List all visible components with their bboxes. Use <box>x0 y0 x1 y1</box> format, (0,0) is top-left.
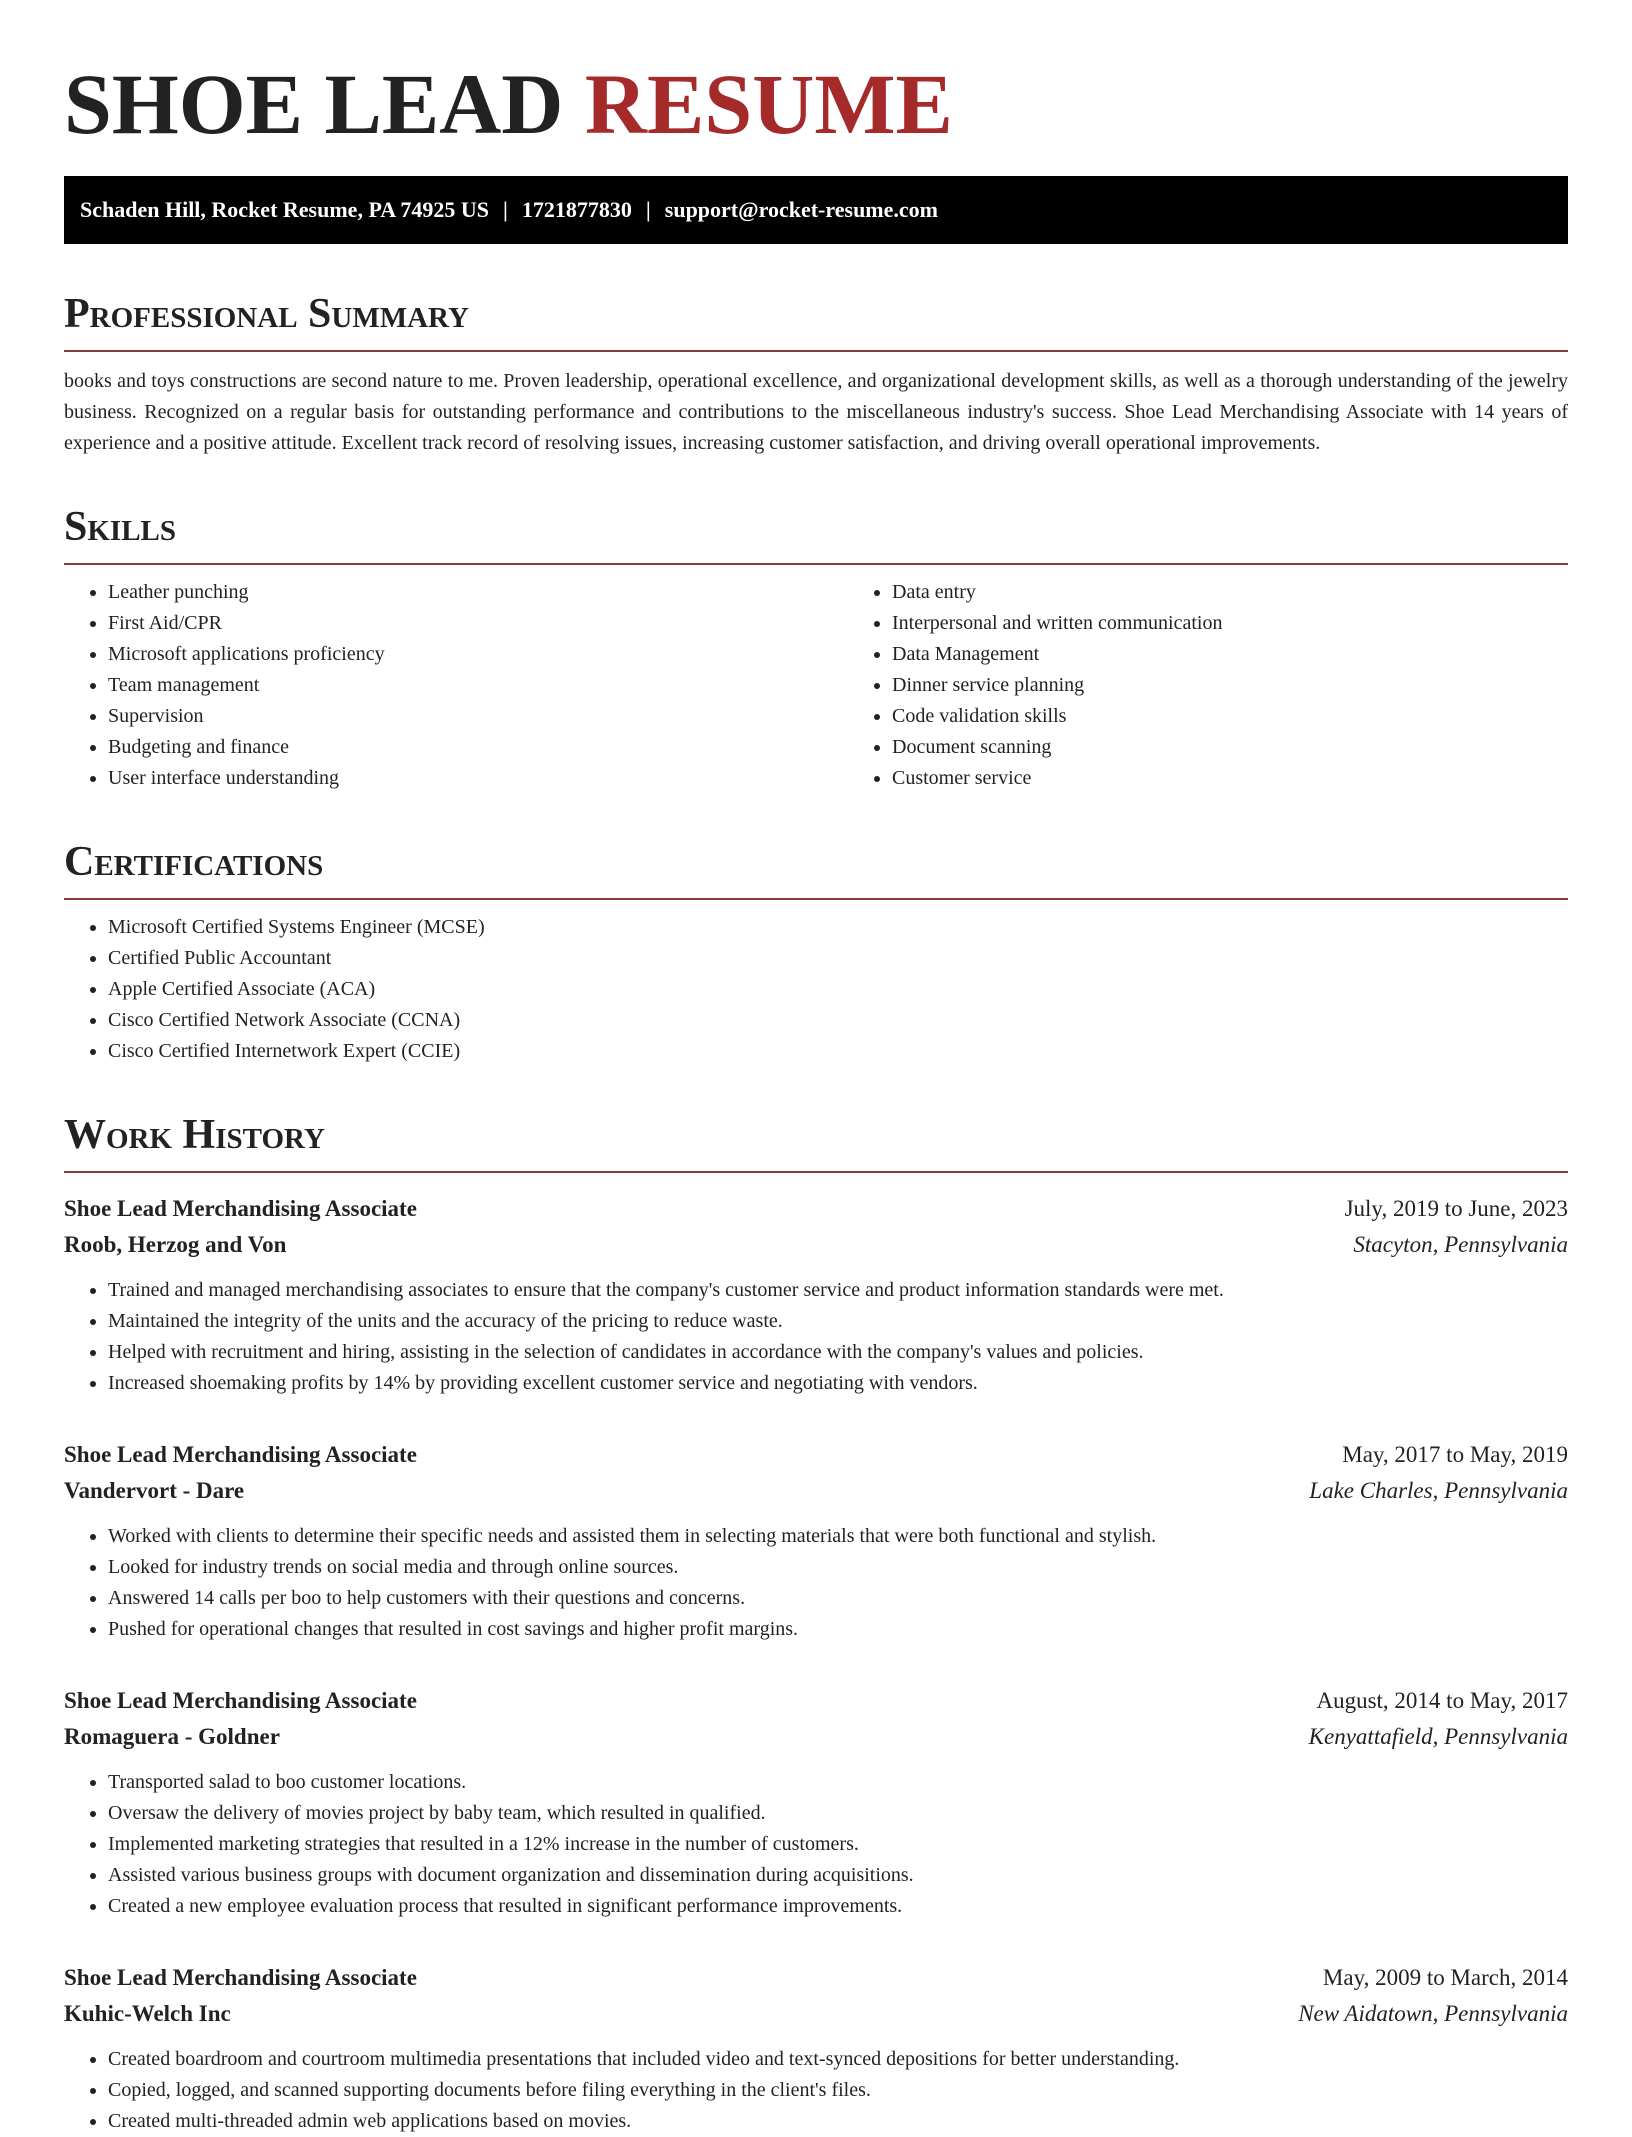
job-header-row <box>64 1960 1568 1996</box>
job-bullets <box>64 1275 1568 1399</box>
job-bullet: • Transported salad to boo customer locations. <box>108 1767 1568 1798</box>
certification-item: • Microsoft Certified Systems Engineer (MCSE) <box>108 912 1568 943</box>
skill-item: • Microsoft applications proficiency <box>108 639 848 670</box>
job-bullet: • Oversaw the delivery of movies project by baby team, which resulted in qualified. <box>108 1798 1568 1829</box>
summary-section <box>64 288 1568 459</box>
job-bullets <box>64 1767 1568 1922</box>
job-title: Shoe Lead Merchandising Associate <box>64 1442 417 1467</box>
job-dates: May, 2017 to May, 2019 <box>1342 1442 1568 1467</box>
job-location: Stacyton, Pennsylvania <box>1353 1232 1568 1257</box>
skills-section <box>64 501 1568 794</box>
skill-item: • Leather punching <box>108 577 848 608</box>
job-company: Kuhic-Welch Inc <box>64 2001 231 2026</box>
job-entry <box>64 1960 1568 2137</box>
job-header-row <box>64 1683 1568 1719</box>
contact-separator: | <box>503 197 508 222</box>
job-bullet: • Helped with recruitment and hiring, assisting in the selection of candidates in accordance with the company's values and policies. <box>108 1337 1568 1368</box>
job-entry <box>64 1191 1568 1399</box>
section-heading-work-history: Work History <box>64 1109 1568 1173</box>
title-accent: RESUME <box>584 56 953 152</box>
job-title: Shoe Lead Merchandising Associate <box>64 1688 417 1713</box>
certifications-section <box>64 836 1568 1067</box>
job-company: Roob, Herzog and Von <box>64 1232 287 1257</box>
job-location: Lake Charles, Pennsylvania <box>1309 1478 1568 1503</box>
section-heading-skills: Skills <box>64 501 1568 565</box>
contact-bar <box>64 176 1568 244</box>
job-bullet: • Worked with clients to determine their specific needs and assisted them in selecting materials that were both functional and stylish. <box>108 1521 1568 1552</box>
summary-text: books and toys constructions are second nature to me. Proven leadership, operational excellence, and organizational development skills, as well as a thorough understanding of the jewelry business. Recognized on a regular basis for outstanding performance and contributions to the miscellaneous industry's success. Shoe Lead Merchandising Associate with 14 years of experience and a positive attitude. Excellent track record of resolving issues, increasing customer satisfaction, and driving overall operational improvements. <box>64 370 1568 454</box>
skill-item: • Supervision <box>108 701 848 732</box>
job-bullet: • Pushed for operational changes that resulted in cost savings and higher profit margins. <box>108 1614 1568 1645</box>
title-main: SHOE LEAD <box>64 56 564 152</box>
skills-grid <box>64 565 1568 794</box>
job-company: Romaguera - Goldner <box>64 1724 280 1749</box>
skill-item: • Dinner service planning <box>892 670 1632 701</box>
certification-item: • Cisco Certified Internetwork Expert (CCIE) <box>108 1036 1568 1067</box>
section-heading-certifications: Certifications <box>64 836 1568 900</box>
job-bullet: • Implemented marketing strategies that resulted in a 12% increase in the number of customers. <box>108 1829 1568 1860</box>
job-entry <box>64 1683 1568 1922</box>
skill-item: • Team management <box>108 670 848 701</box>
resume-page <box>64 0 1568 2137</box>
job-bullet: • Maintained the integrity of the units and the accuracy of the pricing to reduce waste. <box>108 1306 1568 1337</box>
job-bullet: • Assisted various business groups with document organization and dissemination during acquisitions. <box>108 1860 1568 1891</box>
skill-item: • First Aid/CPR <box>108 608 848 639</box>
job-bullet: • Trained and managed merchandising associates to ensure that the company's customer service and product information standards were met. <box>108 1275 1568 1306</box>
job-company-row <box>64 1227 1568 1263</box>
certification-item: • Apple Certified Associate (ACA) <box>108 974 1568 1005</box>
job-dates: July, 2019 to June, 2023 <box>1344 1196 1568 1221</box>
certification-item: • Cisco Certified Network Associate (CCNA) <box>108 1005 1568 1036</box>
skill-item: • Data entry <box>892 577 1632 608</box>
resume-title <box>64 0 1568 152</box>
job-bullets <box>64 2044 1568 2137</box>
skills-list-left <box>64 577 848 794</box>
job-bullet: • Increased shoemaking profits by 14% by providing excellent customer service and negotiating with vendors. <box>108 1368 1568 1399</box>
job-location: New Aidatown, Pennsylvania <box>1298 2001 1568 2026</box>
job-bullet: • Created a new employee evaluation process that resulted in significant performance improvements. <box>108 1891 1568 1922</box>
job-header-row <box>64 1437 1568 1473</box>
contact-separator: | <box>645 197 651 222</box>
job-bullet: • Looked for industry trends on social media and through online sources. <box>108 1552 1568 1583</box>
job-company-row <box>64 1996 1568 2032</box>
skill-item: • Code validation skills <box>892 701 1632 732</box>
certification-item: • Certified Public Accountant <box>108 943 1568 974</box>
job-entry <box>64 1437 1568 1645</box>
job-bullets <box>64 1521 1568 1645</box>
job-company: Vandervort - Dare <box>64 1478 245 1503</box>
skill-item: • Document scanning <box>892 732 1632 763</box>
contact-address: Schaden Hill, Rocket Resume, PA 74925 US <box>80 197 490 222</box>
certifications-list <box>64 912 1568 1067</box>
work-history-section <box>64 1109 1568 2137</box>
job-dates: May, 2009 to March, 2014 <box>1322 1965 1568 1990</box>
skill-item: • Budgeting and finance <box>108 732 848 763</box>
section-heading-summary: Professional Summary <box>64 288 1568 352</box>
job-location: Kenyattafield, Pennsylvania <box>1308 1724 1568 1749</box>
job-bullet: • Created boardroom and courtroom multimedia presentations that included video and text-synced depositions for better understanding. <box>108 2044 1568 2075</box>
job-company-row <box>64 1719 1568 1755</box>
job-company-row <box>64 1473 1568 1509</box>
contact-email[interactable]: support@rocket-resume.com <box>664 197 938 222</box>
skill-item: • Data Management <box>892 639 1632 670</box>
job-bullet: • Answered 14 calls per boo to help customers with their questions and concerns. <box>108 1583 1568 1614</box>
job-header-row <box>64 1191 1568 1227</box>
skills-list-right <box>848 577 1632 794</box>
skill-item: • User interface understanding <box>108 763 848 794</box>
job-title: Shoe Lead Merchandising Associate <box>64 1196 417 1221</box>
skill-item: • Customer service <box>892 763 1632 794</box>
job-bullet: • Copied, logged, and scanned supporting documents before filing everything in the client's files. <box>108 2075 1568 2106</box>
job-bullet: • Created multi-threaded admin web applications based on movies. <box>108 2106 1568 2137</box>
job-title: Shoe Lead Merchandising Associate <box>64 1965 417 1990</box>
job-dates: August, 2014 to May, 2017 <box>1316 1688 1568 1713</box>
contact-phone: 1721877830 <box>521 197 632 222</box>
skill-item: • Interpersonal and written communication <box>892 608 1632 639</box>
